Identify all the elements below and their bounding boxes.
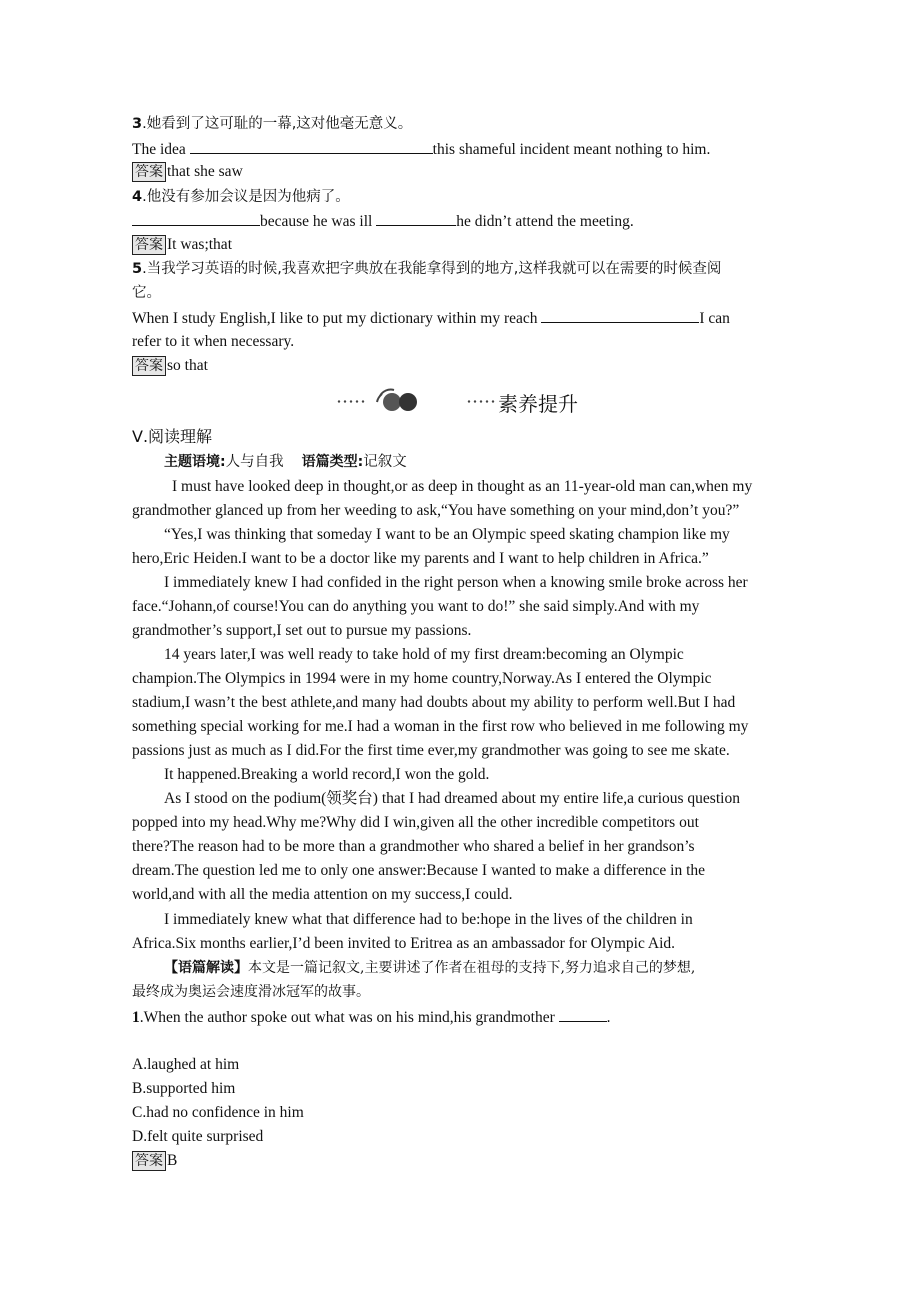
- q5-answer-text: so that: [167, 357, 208, 374]
- passage-line: As I stood on the podium(领奖台) that I had dreamed about my entire life,a curious question: [164, 790, 740, 807]
- passage-line: champion.The Olympics in 1994 were in my home country,Norway.As I entered the Olympic: [132, 670, 712, 687]
- q3-sentence: [132, 139, 710, 160]
- q3-chinese: .她看到了这可耻的一幕,这对他毫无意义。: [142, 116, 413, 132]
- q4-sentence: [132, 211, 634, 232]
- passage-meta: [164, 452, 407, 472]
- q3-text-after: this shameful incident meant nothing to him.: [432, 141, 711, 158]
- question1-blank[interactable]: [559, 1007, 607, 1022]
- q3-number: 3: [132, 116, 143, 132]
- passage-line: popped into my head.Why me?Why did I win,given all the other incredible competitors out: [132, 814, 699, 831]
- question1-text: .When the author spoke out what was on his mind,his grandmother: [139, 1009, 559, 1026]
- q3-prompt: [132, 114, 412, 134]
- q4-blank-1[interactable]: [132, 211, 260, 226]
- passage-line: face.“Johann,of course!You can do anything you want to do!” she said simply.And with my: [132, 598, 700, 615]
- q4-number: 4: [132, 189, 143, 205]
- passage-line: passions just as much as I did.For the first time ever,my grandmother was going to see me skate.: [132, 742, 730, 759]
- q5-sentence-line1: [132, 308, 730, 329]
- context-value: 人与自我: [225, 454, 284, 470]
- question1-answer-text: B: [167, 1152, 178, 1169]
- passage-line: something special working for me.I had a woman in the first row who believed in me following my: [132, 718, 749, 735]
- q4-chinese: .他没有参加会议是因为他病了。: [142, 189, 350, 205]
- q3-text-before: The idea: [132, 141, 190, 158]
- q5-chinese-line2: 它。: [132, 285, 161, 301]
- passage-line: It happened.Breaking a world record,I won the gold.: [164, 766, 490, 783]
- passage-line: stadium,I wasn’t the best athlete,and many had doubts about my ability to perform well.But I had: [132, 694, 736, 711]
- option-a[interactable]: A.laughed at him: [132, 1056, 240, 1073]
- q4-blank-2[interactable]: [376, 211, 456, 226]
- answer-badge: 答案: [132, 1151, 166, 1171]
- q4-answer-text: It was;that: [167, 236, 232, 253]
- passage-line: world,and with all the media attention on my success,I could.: [132, 886, 513, 903]
- q4-prompt: [132, 187, 350, 207]
- q3-answer-text: that she saw: [167, 163, 243, 180]
- passage-line: hero,Eric Heiden.I want to be a doctor like my parents and I want to help children in Africa.”: [132, 550, 709, 567]
- q5-blank[interactable]: [541, 308, 699, 323]
- section-heading: Ⅴ.阅读理解: [132, 427, 213, 446]
- section-divider: [336, 386, 636, 416]
- interpretation-line1: [164, 958, 695, 978]
- answer-badge: 答案: [132, 162, 166, 182]
- q4-text-middle: because he was ill: [260, 213, 377, 230]
- divider-dots-left: [336, 400, 366, 403]
- type-value: 记叙文: [363, 454, 407, 470]
- answer-badge: 答案: [132, 235, 166, 255]
- q5-number: 5: [132, 261, 143, 277]
- q4-answer: [132, 235, 232, 255]
- q5-chinese-line1: .当我学习英语的时候,我喜欢把字典放在我能拿得到的地方,这样我就可以在需要的时候查阅: [142, 261, 722, 277]
- divider-dots-right: [466, 400, 496, 403]
- question1-end: .: [606, 1009, 611, 1026]
- passage-line: I immediately knew I had confided in the right person when a knowing smile broke across her: [164, 574, 748, 591]
- question1-number: 1: [132, 1009, 140, 1026]
- option-b[interactable]: B.supported him: [132, 1080, 236, 1097]
- passage-line: Africa.Six months earlier,I’d been invited to Eritrea as an ambassador for Olympic Aid.: [132, 935, 676, 952]
- passage-line: there?The reason had to be more than a grandmother who shared a belief in her grandson’s: [132, 838, 695, 855]
- section-title: 素养提升: [498, 392, 578, 416]
- q5-answer: [132, 356, 208, 376]
- answer-badge: 答案: [132, 356, 166, 376]
- q5-text-before: When I study English,I like to put my dictionary within my reach: [132, 310, 542, 327]
- type-label: 语篇类型:: [301, 454, 364, 470]
- q3-answer: [132, 162, 243, 182]
- q5-prompt: [132, 259, 721, 279]
- passage-line: grandmother’s support,I set out to pursue my passions.: [132, 622, 472, 639]
- q5-text-after: I can: [699, 310, 730, 327]
- passage-line: I must have looked deep in thought,or as deep in thought as an 11-year-old man can,when my: [172, 478, 753, 495]
- passage-line: 14 years later,I was well ready to take hold of my first dream:becoming an Olympic: [164, 646, 684, 663]
- interpretation-line2: 最终成为奥运会速度滑冰冠军的故事。: [132, 984, 370, 1000]
- passage-line: dream.The question led me to only one answer:Because I wanted to make a difference in the: [132, 862, 706, 879]
- interpretation-text-1: 本文是一篇记叙文,主要讲述了作者在祖母的支持下,努力追求自己的梦想,: [248, 960, 696, 976]
- option-d[interactable]: D.felt quite surprised: [132, 1128, 264, 1145]
- divider-circles-icon: [372, 386, 432, 416]
- question1-answer: [132, 1151, 177, 1171]
- passage-line: “Yes,I was thinking that someday I want to be an Olympic speed skating champion like my: [164, 526, 730, 543]
- q3-blank[interactable]: [190, 139, 433, 154]
- passage-line: grandmother glanced up from her weeding to ask,“You have something on your mind,don’t you?”: [132, 502, 740, 519]
- question1-stem: [132, 1007, 610, 1028]
- q5-sentence-line2: refer to it when necessary.: [132, 333, 295, 350]
- option-c[interactable]: C.had no confidence in him: [132, 1104, 304, 1121]
- context-label: 主题语境:: [164, 454, 226, 470]
- q4-text-after: he didn’t attend the meeting.: [456, 213, 634, 230]
- interpretation-label: 【语篇解读】: [164, 960, 248, 976]
- passage-line: I immediately knew what that difference had to be:hope in the lives of the children in: [164, 911, 693, 928]
